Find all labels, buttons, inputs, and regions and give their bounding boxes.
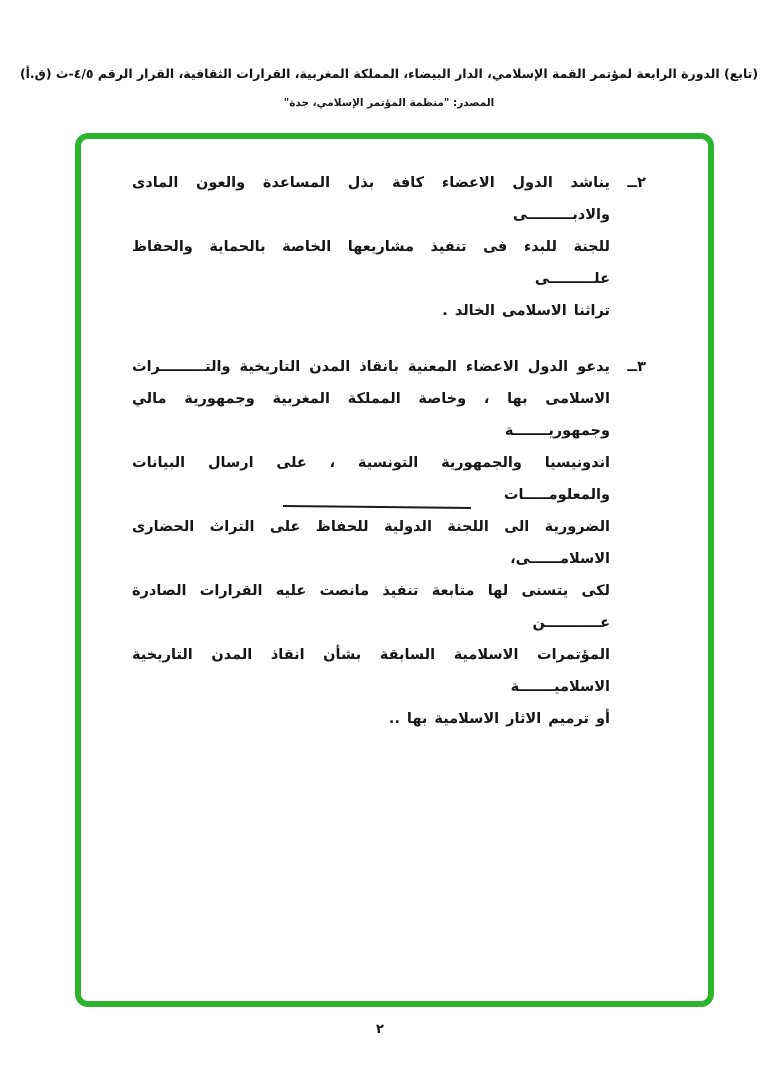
text-line: للجنة للبدء فى تنفيذ مشاريعها الخاصة بالحماية والحفاظ علـــــــــى [132, 239, 610, 287]
resolution-clause-2 [132, 167, 646, 327]
resolution-clause-3 [132, 351, 646, 735]
header-title: (تابع) الدورة الرابعة لمؤتمر القمة الإسلامي، الدار البيضاء، المملكة المغربية، القرارات الثقافية، القرار الرقم ٤/٥-ث (ق.أ) [19, 66, 759, 81]
text-line: أو ترميم الاثار الاسلامية بها .. [388, 711, 610, 727]
text-line: الاسلامى بها ، وخاصة المملكة المغربية وجمهورية مالي وجمهوريـــــــة [132, 391, 610, 439]
clause-number-2: ٢ــ [627, 175, 646, 191]
header-source: المصدر: "منظمة المؤتمر الإسلامي، جدة" [283, 97, 495, 109]
text-line: اندونيسيا والجمهورية التونسية ، على ارسال البيانات والمعلومـــــات [132, 455, 610, 503]
text-line: يدعو الدول الاعضاء المعنية بانقاذ المدن التاريخية والتـــــــــراث [132, 359, 610, 375]
text-line: تراثنا الاسلامى الخالد . [442, 303, 610, 319]
text-line: المؤتمرات الاسلامية السابقة بشأن انقاذ المدن التاريخية الاسلاميـــــــة [132, 647, 610, 695]
text-line: لكى يتسنى لها متابعة تنفيذ مانصت عليه القرارات الصادرة عـــــــــــن [132, 583, 610, 631]
clause-number-3: ٣ــ [627, 359, 646, 375]
page-number: ٢ [376, 1022, 384, 1037]
resolution-text-block [132, 167, 646, 735]
text-line: الضرورية الى اللجنة الدولية للحفاظ على التراث الحضارى الاسلامــــــى، [132, 519, 610, 567]
text-line: يناشد الدول الاعضاء كافة بذل المساعدة والعون المادى والادبـــــــــى [132, 175, 610, 223]
